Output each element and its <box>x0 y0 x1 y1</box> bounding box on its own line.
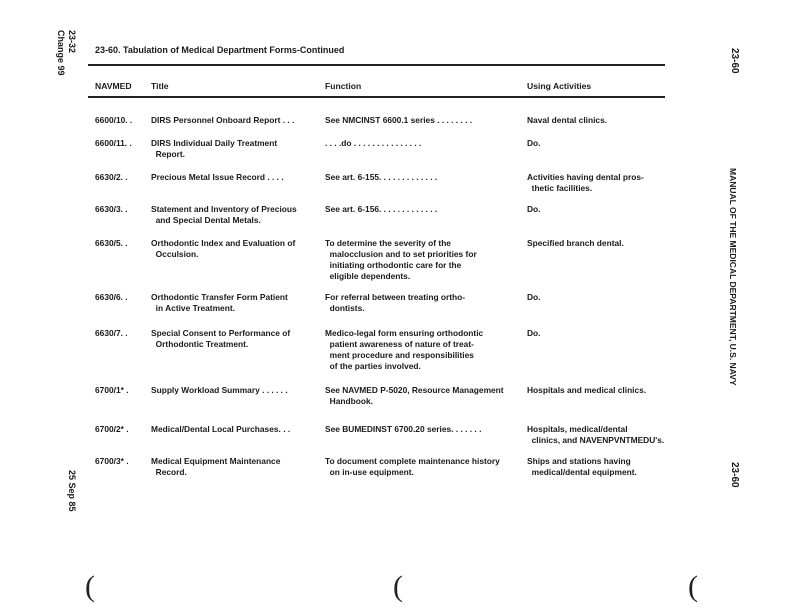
cell-title: Orthodontic Index and Evaluation of Occulsion. <box>151 238 296 259</box>
cell-using: Hospitals, medical/dental clinics, and NAVENPVNTMEDU's. <box>527 424 665 445</box>
cell-using: Hospitals and medical clinics. <box>527 385 647 395</box>
cell-title: Medical Equipment Maintenance Record. <box>151 456 281 477</box>
cell-title: DIRS Personnel Onboard Report . . . <box>151 115 295 125</box>
header-rule <box>88 96 665 98</box>
margin-right-bottom-number: 23-60 <box>729 462 740 488</box>
cell-using: Do. <box>527 328 541 338</box>
cell-title: Supply Workload Summary . . . . . . <box>151 385 288 395</box>
margin-date: 25 Sep 85 <box>67 470 77 512</box>
cell-function: . . . .do . . . . . . . . . . . . . . . <box>325 138 422 148</box>
cell-title: DIRS Individual Daily Treatment Report. <box>151 138 278 159</box>
top-rule <box>88 64 665 66</box>
cell-navmed: 6630/5. . <box>95 238 128 248</box>
margin-right-top-number: 23-60 <box>729 48 740 74</box>
cell-using: Specified branch dental. <box>527 238 624 248</box>
cell-function: See art. 6-155. . . . . . . . . . . . . <box>325 172 438 182</box>
cell-function: To determine the severity of the malocclusion and to set priorities for initiating orthodontic care for the eligible dependents. <box>325 238 477 281</box>
margin-page-number: 23-32 <box>67 30 77 54</box>
cell-function: See BUMEDINST 6700.20 series. . . . . . . <box>325 424 482 434</box>
table-title: 23-60. Tabulation of Medical Department Forms-Continued <box>95 45 345 55</box>
cell-title: Statement and Inventory of Precious and Special Dental Metals. <box>151 204 297 225</box>
cell-function: Medico-legal form ensuring orthodontic patient awareness of nature of treat- ment procedure and responsibilities of the parties involved. <box>325 328 484 371</box>
cell-title: Precious Metal Issue Record . . . . <box>151 172 284 182</box>
running-title: MANUAL OF THE MEDICAL DEPARTMENT, U.S. NAVY <box>728 168 738 386</box>
cell-using: Do. <box>527 138 541 148</box>
cell-navmed: 6630/7. . <box>95 328 128 338</box>
header-function: Function <box>325 81 362 91</box>
cell-function: See NMCINST 6600.1 series . . . . . . . . <box>325 115 473 125</box>
header-navmed: NAVMED <box>95 81 132 91</box>
cell-navmed: 6700/1* . <box>95 385 129 395</box>
cell-navmed: 6600/10. . <box>95 115 133 125</box>
cell-title: Orthodontic Transfer Form Patient in Active Treatment. <box>151 292 288 313</box>
cell-navmed: 6600/11. . <box>95 138 132 148</box>
cell-using: Naval dental clinics. <box>527 115 608 125</box>
cell-navmed: 6700/3* . <box>95 456 129 466</box>
cell-navmed: 6630/3. . <box>95 204 128 214</box>
cell-title: Special Consent to Performance of Orthodontic Treatment. <box>151 328 291 349</box>
cell-function: See NAVMED P-5020, Resource Management Handbook. <box>325 385 504 406</box>
binding-mark: ( <box>85 570 95 603</box>
cell-using: Do. <box>527 204 541 214</box>
cell-function: To document complete maintenance history on in-use equipment. <box>325 456 500 477</box>
cell-using: Activities having dental pros- thetic facilities. <box>527 172 644 193</box>
cell-using: Do. <box>527 292 541 302</box>
cell-function: See art. 6-156. . . . . . . . . . . . . <box>325 204 438 214</box>
cell-title: Medical/Dental Local Purchases. . . <box>151 424 291 434</box>
cell-navmed: 6630/2. . <box>95 172 128 182</box>
header-using-activities: Using Activities <box>527 81 592 91</box>
binding-mark: ( <box>393 570 403 603</box>
cell-using: Ships and stations having medical/dental equipment. <box>527 456 637 477</box>
binding-mark: ( <box>688 570 698 603</box>
header-title: Title <box>151 81 169 91</box>
cell-navmed: 6630/6. . <box>95 292 128 302</box>
cell-function: For referral between treating ortho- dontists. <box>325 292 466 313</box>
cell-navmed: 6700/2* . <box>95 424 129 434</box>
margin-change-number: Change 99 <box>56 30 66 76</box>
